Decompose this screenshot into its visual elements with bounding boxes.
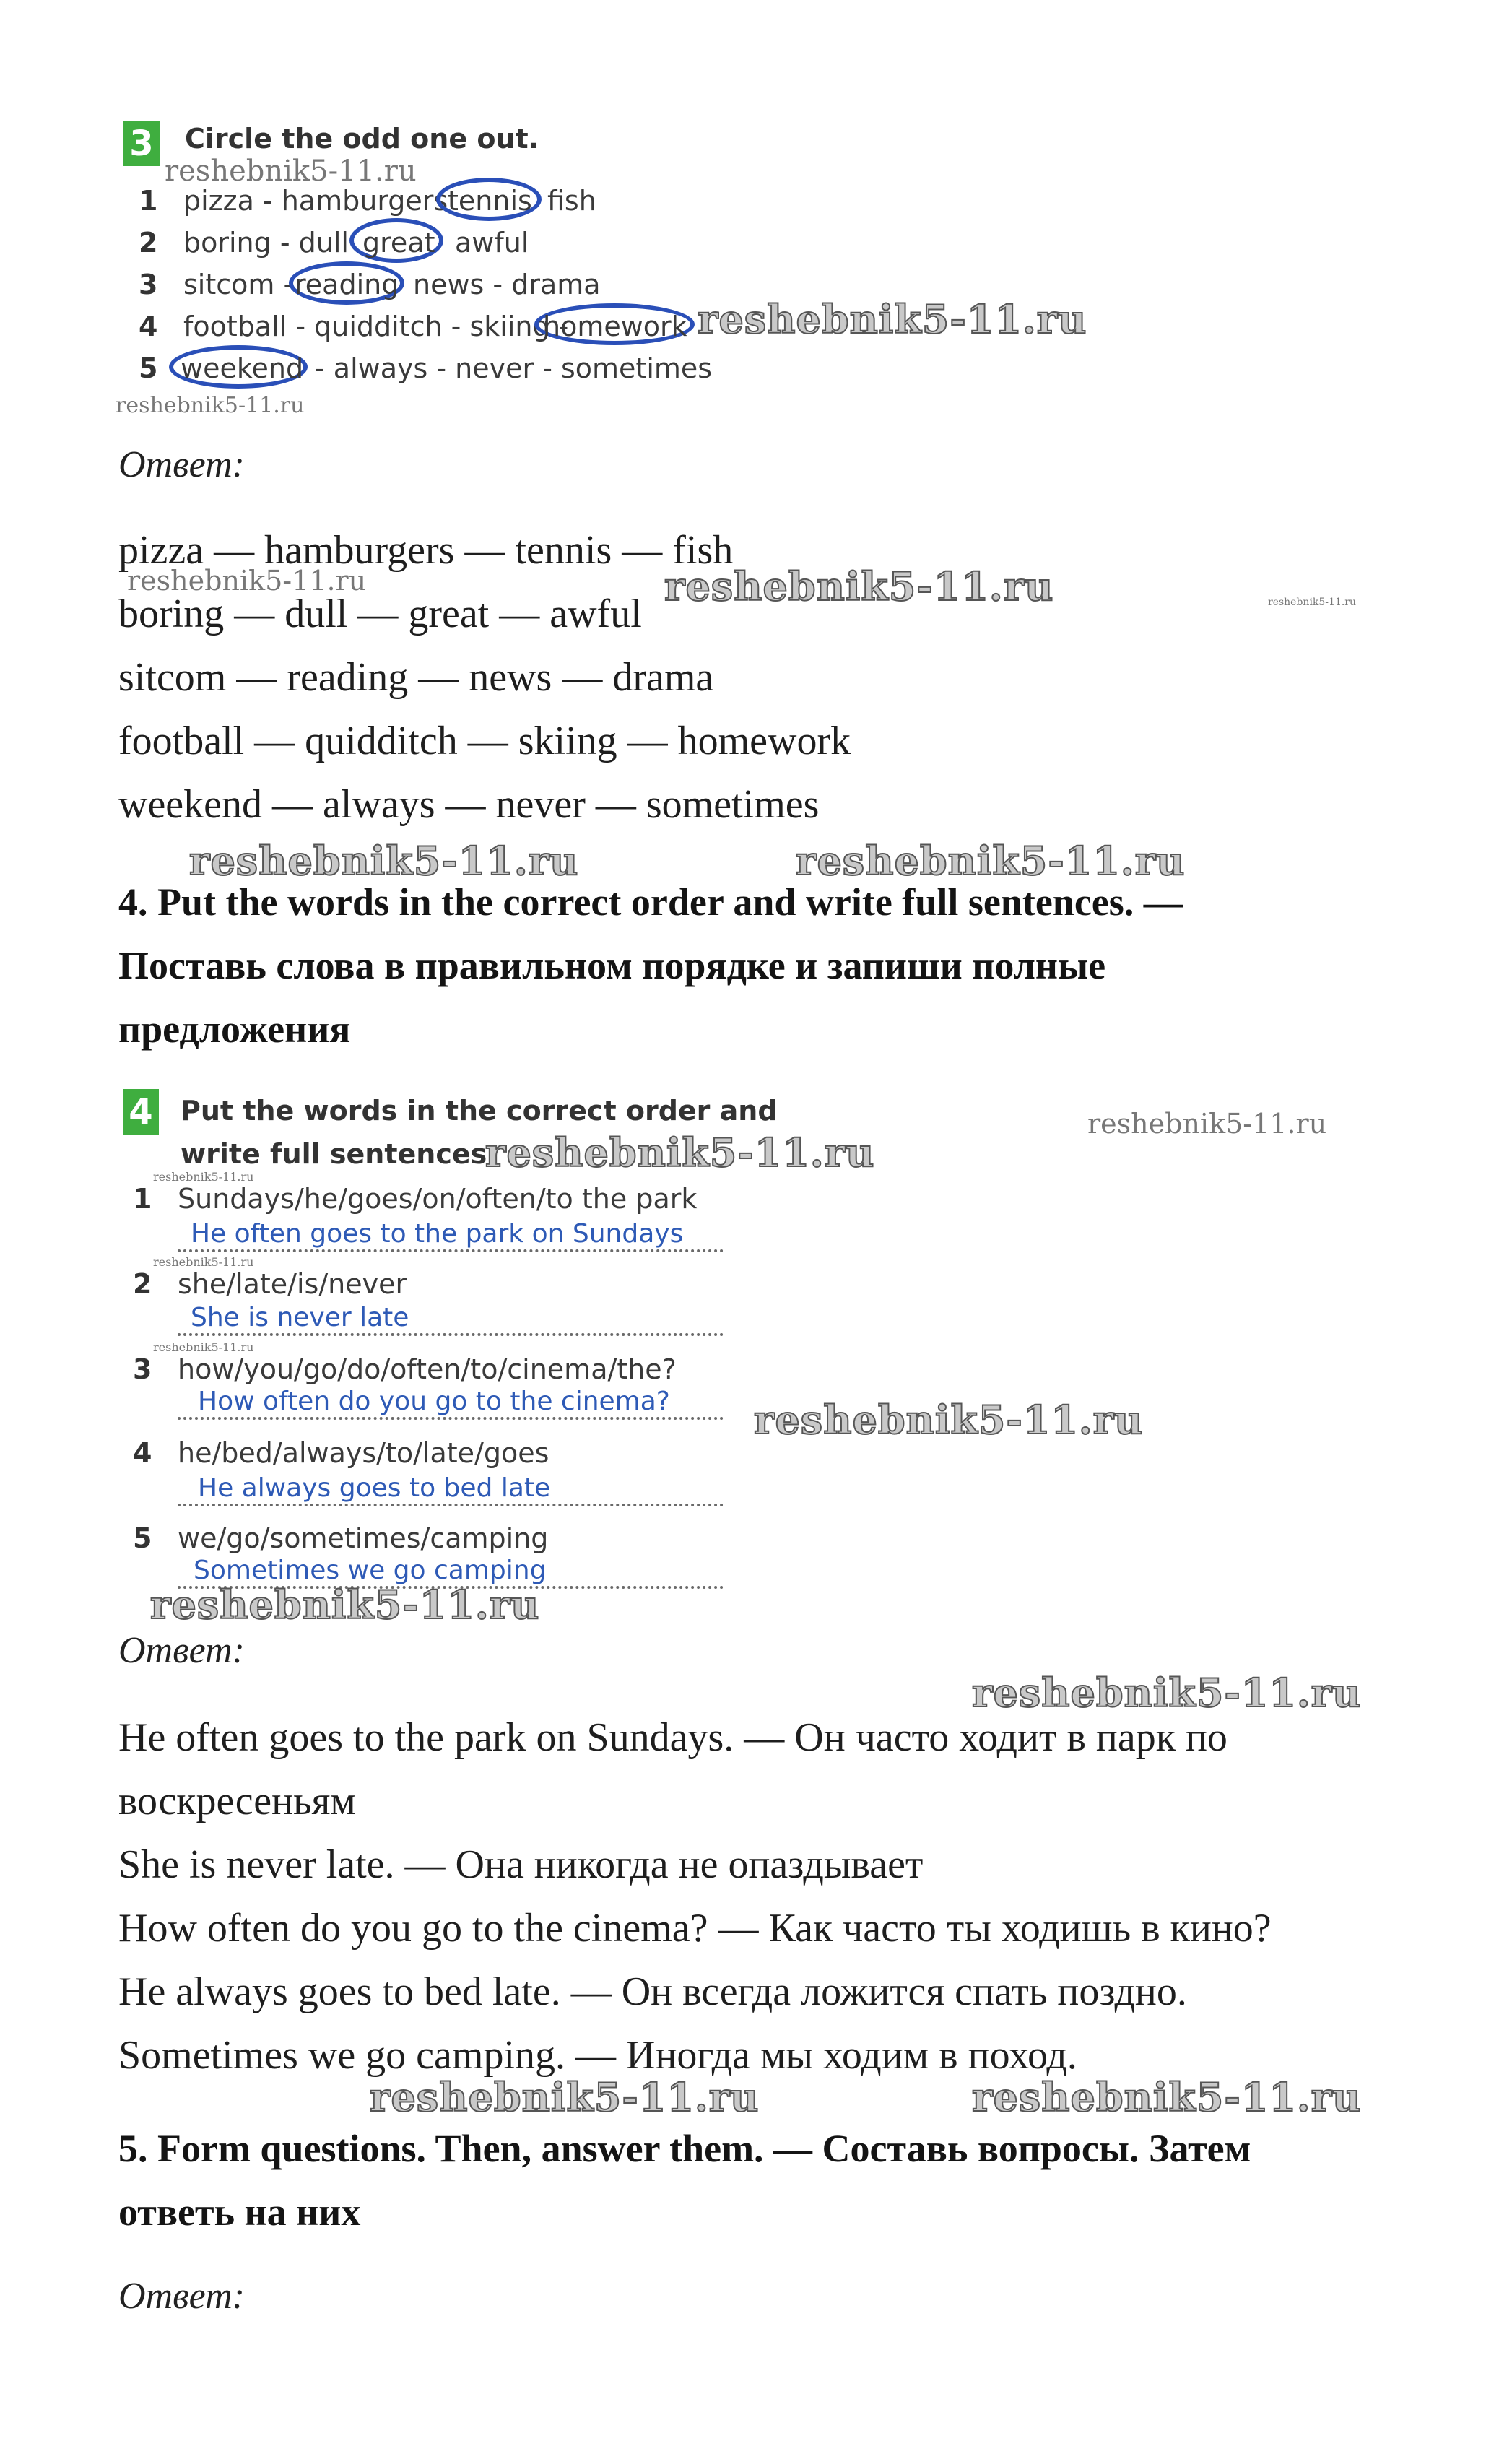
answer-label: Ответ: — [118, 444, 245, 485]
watermark: reshebnik5-11.ru — [972, 1670, 1362, 1716]
handwritten-answer: She is never late — [191, 1303, 409, 1332]
answer-dotted-line — [178, 1417, 724, 1420]
exercise-4-title: write full sentences. — [181, 1138, 498, 1170]
item-number: 4 — [133, 1437, 152, 1469]
watermark: reshebnik5-11.ru — [153, 1255, 254, 1269]
answer-dotted-line — [178, 1249, 724, 1252]
item-words: sitcom - — [183, 269, 294, 300]
answer-dotted-line — [178, 1504, 724, 1506]
answer-line: Sometimes we go camping. — Иногда мы ходим в поход. — [118, 2033, 1077, 2078]
watermark: reshebnik5-11.ru — [370, 2074, 760, 2120]
item-words-after: fish — [547, 185, 596, 217]
item-words: boring - dull — [183, 227, 349, 259]
watermark: reshebnik5-11.ru — [664, 563, 1054, 610]
answer-label: Ответ: — [118, 2276, 245, 2317]
odd-word: homework — [543, 311, 687, 342]
item-number: 5 — [133, 1522, 152, 1554]
item-number: 1 — [139, 185, 158, 217]
exercise-3-badge: 3 — [123, 121, 160, 166]
item-number: 2 — [139, 227, 158, 259]
answer-line: football — quidditch — skiing — homework — [118, 719, 851, 763]
exercise-3-title: Circle the odd one out. — [185, 123, 539, 155]
handwritten-answer: He always goes to bed late — [198, 1473, 551, 1503]
item-prompt: Sundays/he/goes/on/often/to the park — [178, 1183, 698, 1215]
answer-line: How often do you go to the cinema? — Как часто ты ходишь в кино? — [118, 1906, 1272, 1951]
item-number: 2 — [133, 1268, 152, 1300]
odd-word: great — [362, 227, 435, 259]
item-prompt: how/you/go/do/often/to/cinema/the? — [178, 1353, 677, 1385]
answer-dotted-line — [178, 1333, 724, 1336]
watermark: reshebnik5-11.ru — [153, 1340, 254, 1354]
task-5-heading: 5. Form questions. Then, answer them. — Составь вопросы. Затем — [118, 2127, 1251, 2170]
watermark: reshebnik5-11.ru — [165, 155, 417, 188]
task-4-heading: Поставь слова в правильном порядке и запиши полные — [118, 944, 1106, 987]
item-number: 1 — [133, 1183, 152, 1215]
watermark: reshebnik5-11.ru — [1268, 597, 1357, 608]
answer-line: He always goes to bed late. — Он всегда ложится спать поздно. — [118, 1969, 1187, 2014]
item-prompt: we/go/sometimes/camping — [178, 1522, 549, 1554]
watermark: reshebnik5-11.ru — [150, 1582, 540, 1628]
answer-line: sitcom — reading — news — drama — [118, 655, 714, 700]
answer-line: weekend — always — never — sometimes — [118, 782, 820, 827]
item-words-after: news - drama — [413, 269, 601, 300]
item-prompt: she/late/is/never — [178, 1268, 407, 1300]
watermark: reshebnik5-11.ru — [1087, 1108, 1327, 1140]
handwritten-answer: He often goes to the park on Sundays — [191, 1219, 684, 1249]
answer-line: воскресеньям — [118, 1779, 356, 1823]
watermark: reshebnik5-11.ru — [485, 1129, 875, 1176]
handwritten-answer: Sometimes we go camping — [194, 1556, 547, 1585]
answer-line: He often goes to the park on Sundays. — Он часто ходит в парк по — [118, 1715, 1228, 1760]
item-number: 3 — [133, 1353, 152, 1385]
watermark: reshebnik5-11.ru — [153, 1170, 254, 1184]
item-number: 5 — [139, 352, 158, 384]
odd-word: reading — [295, 269, 399, 300]
item-words-after: - always - never - sometimes — [315, 352, 713, 384]
watermark: reshebnik5-11.ru — [972, 2074, 1362, 2120]
handwritten-answer: How often do you go to the cinema? — [198, 1387, 670, 1416]
odd-word: tennis — [448, 185, 532, 217]
task-4-heading: предложения — [118, 1007, 351, 1051]
answer-line: pizza — hamburgers — tennis — fish — [118, 528, 734, 573]
watermark: reshebnik5-11.ru — [796, 838, 1186, 884]
exercise-4-badge: 4 — [123, 1089, 159, 1135]
watermark: reshebnik5-11.ru — [189, 838, 579, 884]
task-4-heading: 4. Put the words in the correct order and write full sentences. — — [118, 880, 1183, 924]
answer-line: She is never late. — Она никогда не опаздывает — [118, 1842, 924, 1887]
answer-label: Ответ: — [118, 1630, 245, 1671]
item-number: 4 — [139, 311, 158, 342]
item-words: pizza - hamburgers — [183, 185, 448, 217]
task-5-heading: ответь на них — [118, 2190, 361, 2234]
item-number: 3 — [139, 269, 158, 300]
exercise-4-title: Put the words in the correct order and — [181, 1095, 778, 1127]
item-words: football - quidditch - skiing - — [183, 311, 569, 342]
watermark: reshebnik5-11.ru — [754, 1397, 1144, 1443]
answer-line: boring — dull — great — awful — [118, 591, 642, 636]
watermark: reshebnik5-11.ru — [116, 393, 305, 418]
odd-word: weekend — [181, 352, 304, 384]
item-prompt: he/bed/always/to/late/goes — [178, 1437, 549, 1469]
item-words-after: awful — [455, 227, 529, 259]
watermark: reshebnik5-11.ru — [127, 565, 367, 597]
watermark: reshebnik5-11.ru — [698, 296, 1087, 342]
